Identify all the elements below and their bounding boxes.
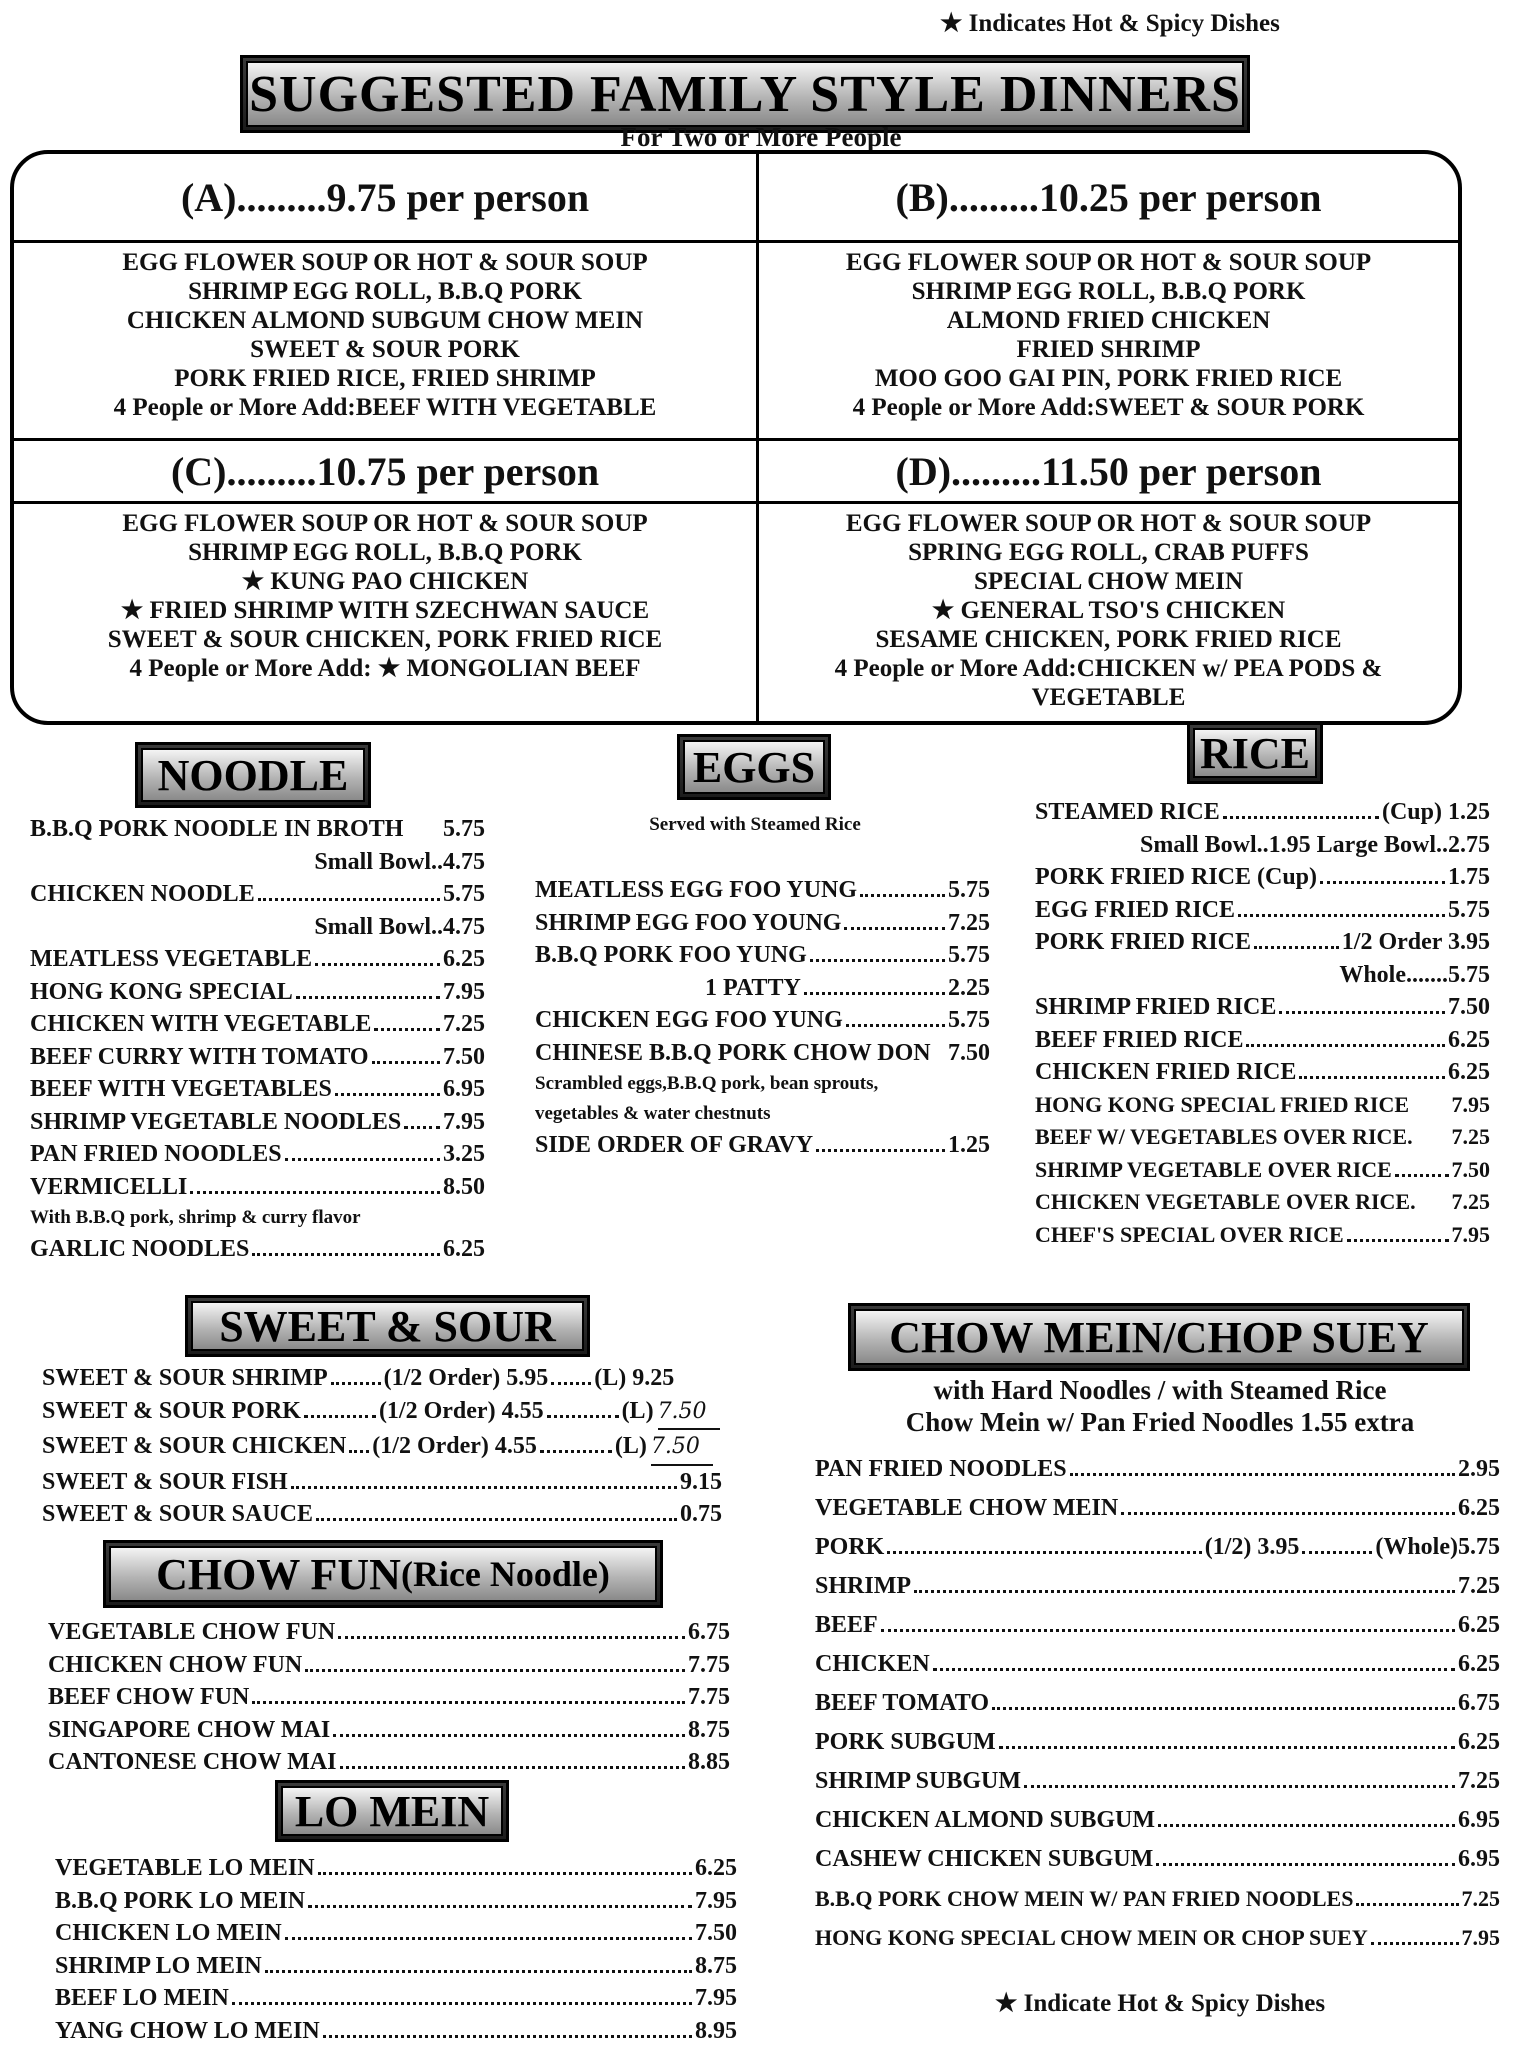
menu-item: BEEF LO MEIN 7.95 xyxy=(55,1985,737,2011)
menu-item: CHEF'S SPECIAL OVER RICE 7.95 xyxy=(1035,1221,1490,1247)
dinner-d-item: SPECIAL CHOW MEIN xyxy=(973,568,1244,595)
dinner-a-item: EGG FLOWER SOUP OR HOT & SOUR SOUP xyxy=(122,249,648,276)
menu-item: SIDE ORDER OF GRAVY 1.25 xyxy=(535,1132,990,1158)
menu-item: BEEF W/ VEGETABLES OVER RICE. 7.25 xyxy=(1035,1124,1490,1149)
menu-item: B.B.Q PORK LO MEIN 7.95 xyxy=(55,1887,737,1914)
dinner-d-item: EGG FLOWER SOUP OR HOT & SOUR SOUP xyxy=(845,510,1372,537)
sweet-sour-title: SWEET & SOUR xyxy=(191,1301,584,1351)
menu-item-note: vegetables & water chestnuts xyxy=(535,1103,771,1124)
menu-item: CASHEW CHICKEN SUBGUM 6.95 xyxy=(815,1846,1500,1872)
dinner-c-item: SWEET & SOUR CHICKEN, PORK FRIED RICE xyxy=(107,626,663,653)
menu-item: PORK FRIED RICE (Cup) 1.75 xyxy=(1035,864,1490,890)
menu-item: GARLIC NOODLES 6.25 xyxy=(30,1236,485,1262)
family-dinners-box xyxy=(10,150,1462,725)
menu-item: CHICKEN EGG FOO YUNG 5.75 xyxy=(535,1007,990,1033)
dinner-b-item: FRIED SHRIMP xyxy=(1016,336,1201,363)
dinner-a-item: SWEET & SOUR PORK xyxy=(250,336,520,363)
menu-item: VEGETABLE CHOW FUN 6.75 xyxy=(48,1619,730,1645)
menu-item: BEEF WITH VEGETABLES 6.95 xyxy=(30,1076,485,1102)
menu-item: EGG FRIED RICE 5.75 xyxy=(1035,896,1490,923)
dinner-a-item: CHICKEN ALMOND SUBGUM CHOW MEIN xyxy=(126,307,644,334)
menu-item: PORK SUBGUM 6.25 xyxy=(815,1729,1500,1755)
dinner-d-item: 4 People or More Add:CHICKEN w/ PEA PODS & VEGETABLE xyxy=(834,655,1383,711)
menu-item: BEEF CURRY WITH TOMATO 7.50 xyxy=(30,1043,485,1070)
dinner-d-item: ★ GENERAL TSO'S CHICKEN xyxy=(931,597,1286,624)
dinner-b-item: ALMOND FRIED CHICKEN xyxy=(946,307,1271,334)
handwritten-price: 7.50 xyxy=(658,1396,720,1431)
menu-item: CANTONESE CHOW MAI 8.85 xyxy=(48,1749,730,1775)
noodle-section xyxy=(30,813,485,1266)
menu-item: CHICKEN CHOW FUN 7.75 xyxy=(48,1651,730,1678)
menu-item: SWEET & SOUR SHRIMP (1/2 Order) 5.95 (L) 9.25 xyxy=(42,1365,675,1391)
menu-item: SHRIMP SUBGUM 7.25 xyxy=(815,1768,1500,1794)
rice-title: RICE xyxy=(1193,728,1317,778)
eggs-section xyxy=(535,874,990,1162)
menu-item: CHICKEN WITH VEGETABLE 7.25 xyxy=(30,1011,485,1037)
menu-item: B.B.Q PORK NOODLE IN BROTH 5.75 xyxy=(30,816,485,842)
menu-item: BEEF TOMATO 6.75 xyxy=(815,1690,1500,1716)
menu-item: CHICKEN LO MEIN 7.50 xyxy=(55,1920,737,1946)
dinner-d-label: (D).........11.50 per person xyxy=(759,441,1458,504)
menu-item: SHRIMP VEGETABLE NOODLES 7.95 xyxy=(30,1108,485,1135)
dinner-a-label: (A).........9.75 per person xyxy=(14,154,756,243)
menu-item: SHRIMP EGG FOO YOUNG 7.25 xyxy=(535,909,990,936)
menu-item: STEAMED RICE (Cup) 1.25 xyxy=(1035,799,1490,825)
menu-item: PAN FRIED NOODLES 3.25 xyxy=(30,1141,485,1167)
dinner-b-item: 4 People or More Add:SWEET & SOUR PORK xyxy=(852,394,1365,421)
dinner-c-item: 4 People or More Add: ★ MONGOLIAN BEEF xyxy=(129,655,641,682)
menu-item: CHICKEN 6.25 xyxy=(815,1651,1500,1677)
chow-fun-section xyxy=(48,1616,730,1779)
dinner-a-item: 4 People or More Add:BEEF WITH VEGETABLE xyxy=(113,394,657,421)
dinner-a-items xyxy=(14,248,756,422)
menu-item: SWEET & SOUR CHICKEN (1/2 Order) 4.55 (L) 7.50 xyxy=(42,1430,732,1466)
noodle-banner xyxy=(135,742,371,808)
menu-item: CHICKEN FRIED RICE 6.25 xyxy=(1035,1059,1490,1085)
family-dinners-title: SUGGESTED FAMILY STYLE DINNERS xyxy=(246,61,1244,127)
menu-item: BEEF CHOW FUN 7.75 xyxy=(48,1684,730,1710)
chow-mein-subtitle-2: Chow Mein w/ Pan Fried Noodles 1.55 extra xyxy=(905,1407,1415,1437)
menu-item: SINGAPORE CHOW MAI 8.75 xyxy=(48,1716,730,1743)
eggs-subtitle: Served with Steamed Rice xyxy=(649,814,861,835)
menu-item: SHRIMP FRIED RICE 7.50 xyxy=(1035,994,1490,1020)
rice-section xyxy=(1035,796,1490,1251)
rice-banner xyxy=(1187,722,1323,784)
dinner-c-item: ★ FRIED SHRIMP WITH SZECHWAN SAUCE xyxy=(120,597,650,624)
menu-item: VEGETABLE LO MEIN 6.25 xyxy=(55,1855,737,1881)
menu-item: VEGETABLE CHOW MEIN 6.25 xyxy=(815,1495,1500,1521)
lo-mein-section xyxy=(55,1852,737,2047)
sweet-sour-banner xyxy=(185,1295,590,1357)
menu-item: 1 PATTY 2.25 xyxy=(705,974,990,1001)
menu-item-sub: Whole.......5.75 xyxy=(1339,961,1490,988)
dinner-d-item: SESAME CHICKEN, PORK FRIED RICE xyxy=(875,626,1342,653)
chow-fun-title xyxy=(109,1546,657,1602)
dinner-b xyxy=(759,154,1458,438)
chow-fun-title-main: CHOW FUN xyxy=(156,1549,401,1599)
chow-fun-banner xyxy=(103,1540,663,1608)
menu-item: PORK (1/2) 3.95 (Whole)5.75 xyxy=(815,1534,1500,1560)
spicy-note-bottom: ★ Indicate Hot & Spicy Dishes xyxy=(995,1990,1326,2017)
dinner-d-items xyxy=(759,509,1458,712)
eggs-banner xyxy=(677,734,831,800)
menu-item: CHINESE B.B.Q PORK CHOW DON 7.50 xyxy=(535,1039,990,1066)
dinner-b-items xyxy=(759,248,1458,422)
dinner-c xyxy=(14,441,756,721)
menu-item: B.B.Q PORK CHOW MEIN W/ PAN FRIED NOODLES 7.25 xyxy=(815,1886,1500,1911)
dinner-a-item: PORK FRIED RICE, FRIED SHRIMP xyxy=(174,365,596,392)
chow-mein-subtitle-1: with Hard Noodles / with Steamed Rice xyxy=(933,1375,1387,1405)
chow-mein-section xyxy=(815,1450,1500,1957)
dinner-c-label: (C).........10.75 per person xyxy=(14,441,756,504)
menu-item: SWEET & SOUR FISH 9.15 xyxy=(42,1468,722,1495)
sweet-sour-section xyxy=(42,1362,732,1531)
menu-item-sub: Small Bowl..1.95 Large Bowl..2.75 xyxy=(1139,831,1490,858)
chow-mein-title: CHOW MEIN/CHOP SUEY xyxy=(854,1309,1464,1365)
menu-item-note: Scrambled eggs,B.B.Q pork, bean sprouts, xyxy=(535,1073,879,1094)
eggs-title: EGGS xyxy=(683,740,825,794)
menu-item: SWEET & SOUR PORK (1/2 Order) 4.55 (L) 7.50 xyxy=(42,1395,732,1431)
menu-item-sub: Small Bowl..4.75 xyxy=(314,913,485,940)
menu-item: B.B.Q PORK FOO YUNG 5.75 xyxy=(535,942,990,968)
dinner-c-item: ★ KUNG PAO CHICKEN xyxy=(241,568,529,595)
menu-item: HONG KONG SPECIAL CHOW MEIN OR CHOP SUEY 7.95 xyxy=(815,1925,1500,1950)
menu-item: VERMICELLI 8.50 xyxy=(30,1173,485,1200)
menu-item: BEEF FRIED RICE 6.25 xyxy=(1035,1026,1490,1053)
lo-mein-title: LO MEIN xyxy=(281,1786,503,1836)
menu-item: SWEET & SOUR SAUCE 0.75 xyxy=(42,1501,722,1527)
dinner-c-items xyxy=(14,509,756,683)
menu-item: SHRIMP LO MEIN 8.75 xyxy=(55,1952,737,1979)
menu-item: MEATLESS EGG FOO YUNG 5.75 xyxy=(535,877,990,903)
chow-mein-subtitles xyxy=(820,1374,1500,1438)
menu-item-sub: Small Bowl..4.75 xyxy=(314,848,485,875)
menu-item: PAN FRIED NOODLES 2.95 xyxy=(815,1456,1500,1482)
menu-item: HONG KONG SPECIAL 7.95 xyxy=(30,978,485,1005)
dinner-b-item: EGG FLOWER SOUP OR HOT & SOUR SOUP xyxy=(845,249,1372,276)
menu-item: CHICKEN ALMOND SUBGUM 6.95 xyxy=(815,1807,1500,1833)
dinner-a-item: SHRIMP EGG ROLL, B.B.Q PORK xyxy=(188,278,582,305)
menu-item: MEATLESS VEGETABLE 6.25 xyxy=(30,946,485,972)
noodle-title: NOODLE xyxy=(141,748,365,802)
handwritten-price: 7.50 xyxy=(651,1431,713,1466)
menu-item: CHICKEN VEGETABLE OVER RICE. 7.25 xyxy=(1035,1189,1490,1214)
dinner-b-item: MOO GOO GAI PIN, PORK FRIED RICE xyxy=(874,365,1343,392)
menu-item: CHICKEN NOODLE 5.75 xyxy=(30,881,485,907)
chow-mein-banner xyxy=(848,1303,1470,1371)
menu-item: YANG CHOW LO MEIN 8.95 xyxy=(55,2017,737,2044)
family-dinners-subtitle: For Two or More People xyxy=(620,122,902,152)
dinner-d xyxy=(759,441,1458,721)
dinner-d-item: SPRING EGG ROLL, CRAB PUFFS xyxy=(908,539,1309,566)
menu-item: SHRIMP VEGETABLE OVER RICE 7.50 xyxy=(1035,1156,1490,1182)
lo-mein-banner xyxy=(275,1780,509,1842)
menu-item: HONG KONG SPECIAL FRIED RICE 7.95 xyxy=(1035,1091,1490,1117)
spicy-note-top: ★ Indicates Hot & Spicy Dishes xyxy=(940,10,1280,37)
dinner-b-item: SHRIMP EGG ROLL, B.B.Q PORK xyxy=(911,278,1306,305)
chow-fun-title-sub: (Rice Noodle) xyxy=(400,1554,610,1594)
menu-item-note: With B.B.Q pork, shrimp & curry flavor xyxy=(30,1207,361,1228)
menu-item: SHRIMP 7.25 xyxy=(815,1573,1500,1599)
dinner-b-label: (B).........10.25 per person xyxy=(759,154,1458,243)
dinner-c-item: SHRIMP EGG ROLL, B.B.Q PORK xyxy=(188,539,582,566)
dinner-c-item: EGG FLOWER SOUP OR HOT & SOUR SOUP xyxy=(122,510,648,537)
menu-item: BEEF 6.25 xyxy=(815,1612,1500,1638)
menu-item: PORK FRIED RICE 1/2 Order 3.95 xyxy=(1035,929,1490,955)
dinner-a xyxy=(14,154,756,438)
